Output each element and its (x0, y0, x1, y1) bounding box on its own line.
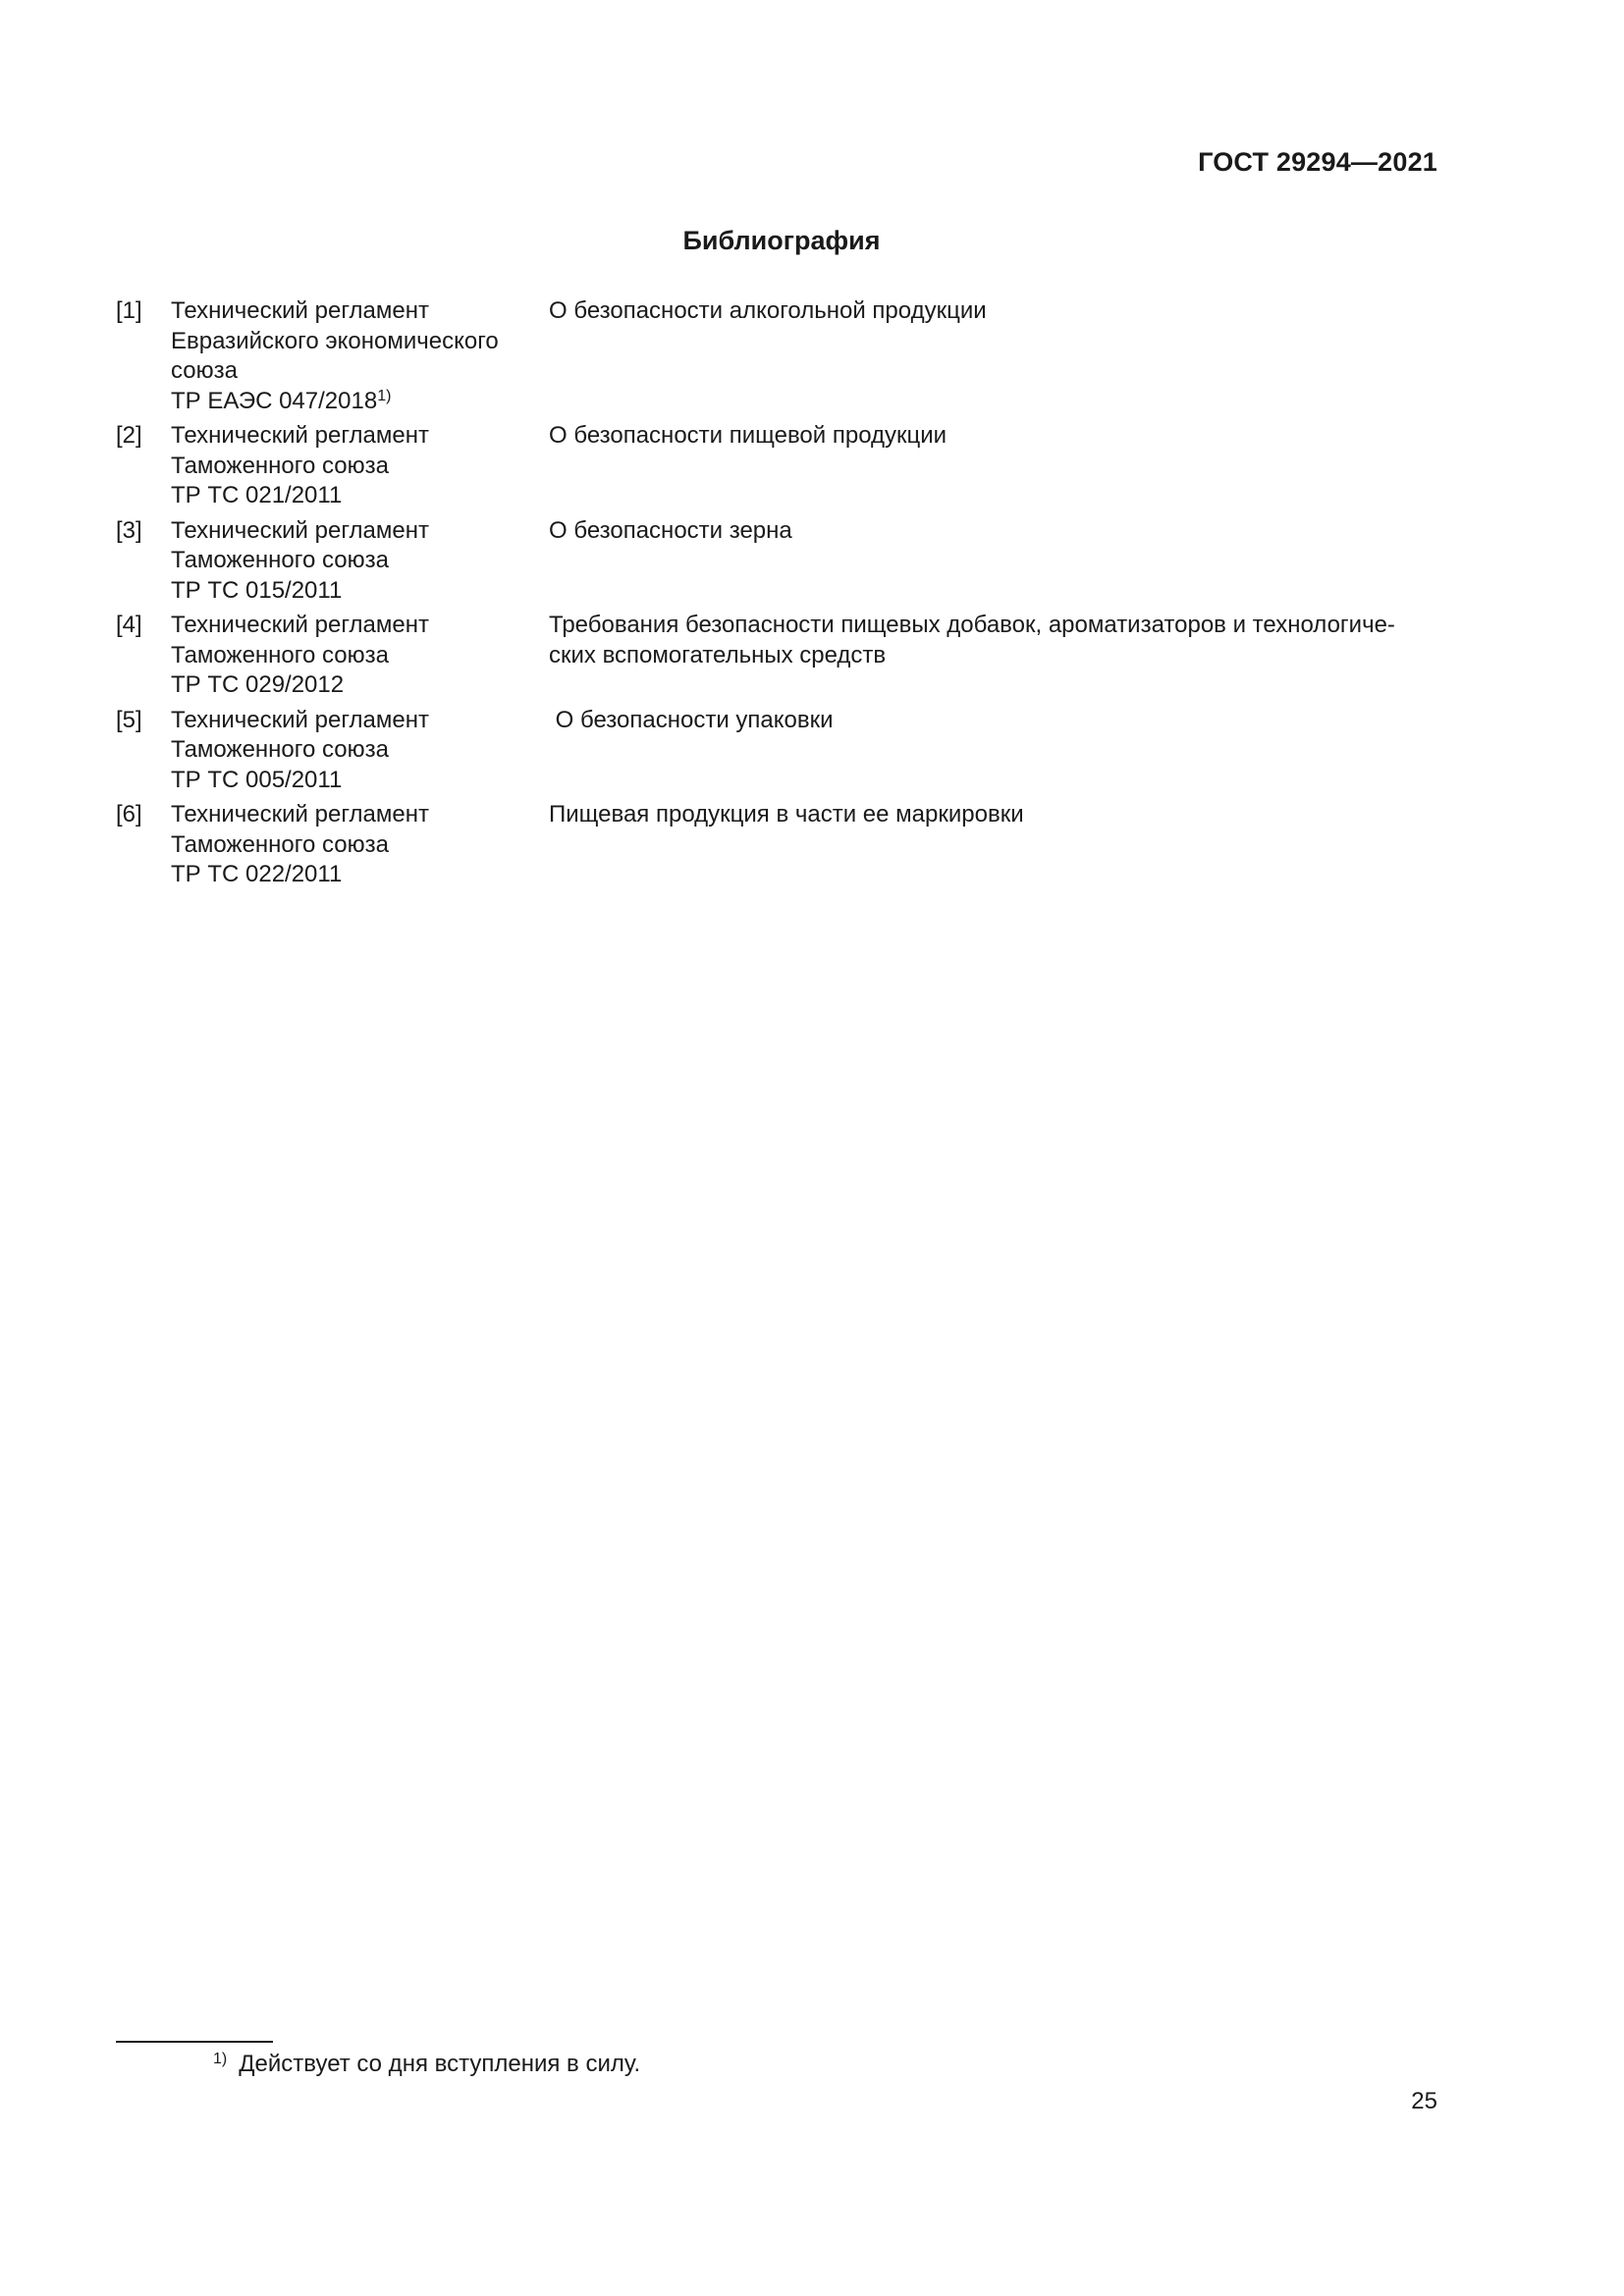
bibliography-list (116, 296, 1451, 895)
entry-title (549, 421, 1451, 511)
entry-title (549, 800, 1451, 890)
page-number: 25 (1411, 2088, 1437, 2114)
footnote-text: Действует со дня вступления в силу. (239, 2051, 641, 2077)
footnote-separator (116, 2041, 273, 2043)
entry-document (171, 296, 549, 416)
footnote-reference[interactable]: 1) (377, 387, 392, 404)
entry-number: [2] (116, 422, 142, 449)
entry-number: [5] (116, 706, 142, 733)
section-title: Библиография (682, 226, 881, 255)
entry-number: [6] (116, 801, 142, 828)
entry-document-line: Технический регламент (171, 516, 429, 544)
entry-document-line: Евразийского экономического (171, 327, 499, 354)
bibliography-entry (116, 706, 1451, 796)
entry-document-line: ТР ТС 015/2011 (171, 576, 343, 604)
entry-document-line: Таможенного союза (171, 452, 389, 479)
entry-document (171, 800, 549, 890)
entry-title (549, 611, 1451, 701)
entry-title-line: О безопасности упаковки (549, 706, 834, 733)
entry-document (171, 516, 549, 607)
entry-document (171, 421, 549, 511)
entry-document-line-with-mark (171, 387, 549, 417)
footnote (213, 2050, 640, 2079)
bibliography-entry (116, 296, 1451, 416)
entry-document-line: Технический регламент (171, 706, 429, 733)
entry-title (549, 516, 1451, 607)
entry-title-line: О безопасности зерна (549, 516, 792, 544)
entry-title-line: О безопасности пищевой продукции (549, 422, 947, 449)
entry-document-line: ТР ТС 022/2011 (171, 861, 343, 887)
entry-document-line: союза (171, 357, 238, 384)
entry-title-line: ских вспомогательных средств (549, 641, 887, 668)
entry-document-line: ТР ТС 005/2011 (171, 766, 343, 793)
entry-title-line: Требования безопасности пищевых добавок, ароматизаторов и технологиче- (549, 612, 1395, 638)
entry-document-line: Технический регламент (171, 297, 429, 324)
entry-document-line: Таможенного союза (171, 641, 389, 668)
entry-title-line: Пищевая продукция в части ее маркировки (549, 801, 1024, 828)
entry-number: [3] (116, 516, 142, 544)
entry-document-line: Технический регламент (171, 422, 429, 449)
entry-document (171, 706, 549, 796)
entry-document (171, 611, 549, 701)
entry-title (549, 296, 1451, 416)
bibliography-entry (116, 421, 1451, 511)
entry-document-line: Таможенного союза (171, 547, 389, 573)
document-code: ГОСТ 29294—2021 (1198, 147, 1437, 177)
entry-number: [4] (116, 612, 142, 638)
entry-document-line: Таможенного союза (171, 830, 389, 858)
entry-number: [1] (116, 297, 142, 324)
entry-document-line: Технический регламент (171, 801, 429, 828)
bibliography-entry (116, 800, 1451, 890)
bibliography-entry (116, 516, 1451, 607)
entry-document-line: Таможенного союза (171, 736, 389, 763)
entry-document-line: ТР ТС 021/2011 (171, 482, 343, 508)
entry-document-line: ТР ТС 029/2012 (171, 671, 345, 698)
entry-document-code: ТР ЕАЭС 047/2018 (171, 387, 378, 414)
entry-document-line: Технический регламент (171, 612, 429, 638)
bibliography-entry (116, 611, 1451, 701)
footnote-mark: 1) (213, 2051, 228, 2067)
entry-title (549, 706, 1451, 796)
entry-title-line: О безопасности алкогольной продукции (549, 297, 987, 324)
